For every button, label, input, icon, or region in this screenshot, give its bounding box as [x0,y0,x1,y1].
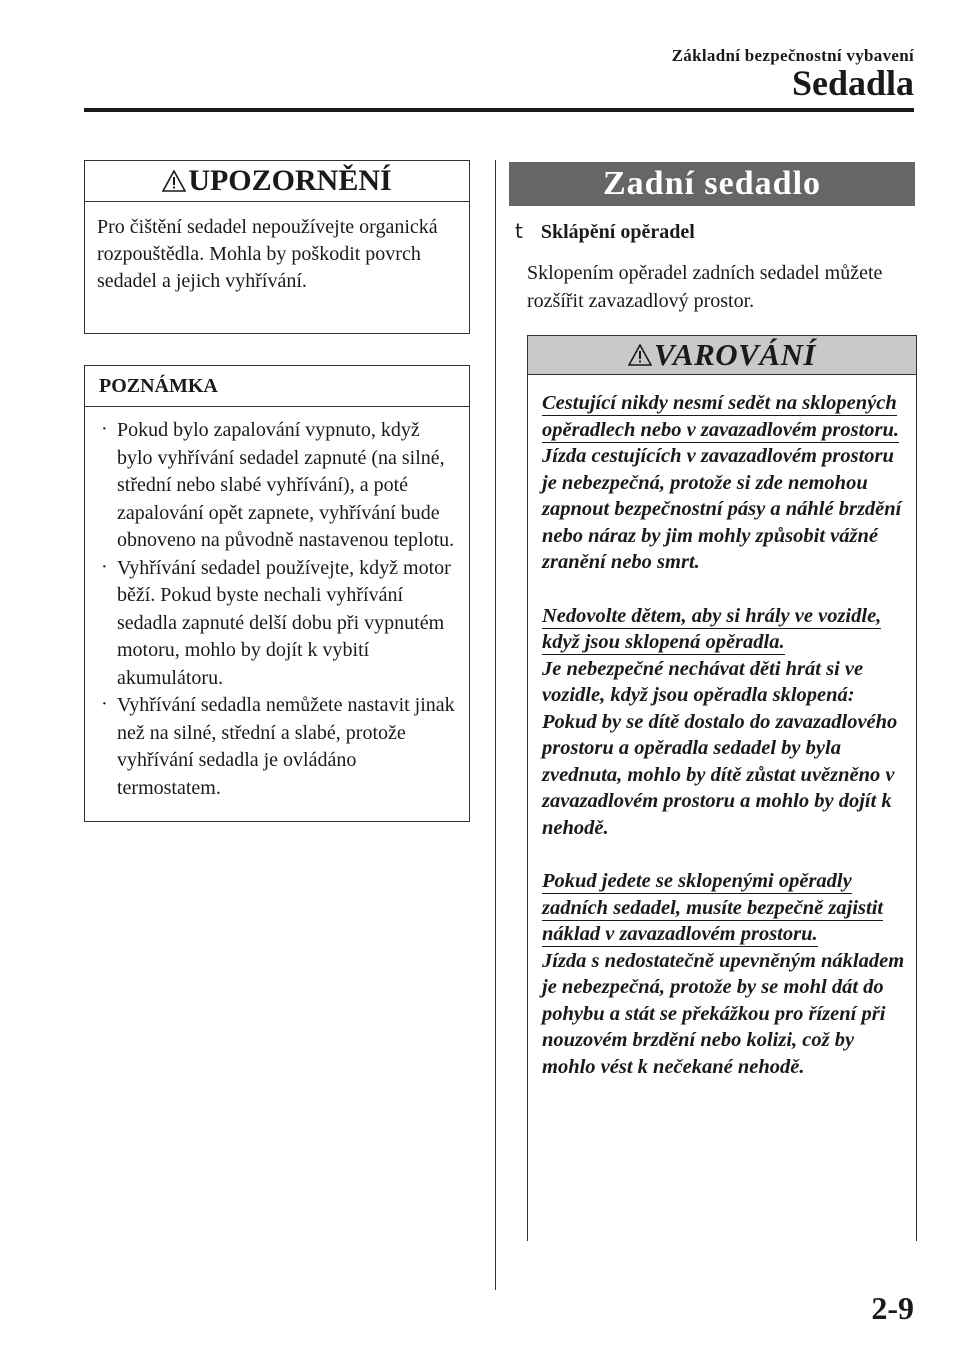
column-divider [495,160,496,1290]
warning-paragraph-text: Jízda cestujících v zavazadlovém prostoru je nebezpečná, protože si zde nemohou zapnout bezpečnostní pásy a náhlé brzdění nebo náraz by jim mohly způsobit vážné zranění nebo smrt. [542,445,902,573]
note-item [99,417,459,555]
warning-triangle-icon [162,170,186,192]
subheading [515,219,695,244]
intro-text: Sklopením opěradel zadních sedadel můžete rozšířit zavazadlový prostor. [527,262,883,312]
warning-paragraph [542,390,906,576]
bullet-icon: · [101,555,108,578]
note-box [84,365,470,822]
running-header-section: Základní bezpečnostní vybavení [671,46,914,65]
note-list [85,407,469,802]
note-header: POZNÁMKA [85,366,469,407]
caution-header [85,161,469,202]
bullet-icon: · [101,418,108,440]
caution-text: Pro čištění sedadel nepoužívejte organická rozpouštědla. Mohla by poškodit povrch sedadel a jejich vyhřívání. [97,216,438,292]
warning-paragraph-heading: Pokud jedete se sklopenými opěradly zadních sedadel, musíte bezpečně zajistit náklad v zavazadlovém prostoru. [542,870,884,945]
note-item-text: Pokud bylo zapalování vypnuto, když bylo vyhřívání sedadel zapnuté (na silné, střední nebo slabé vyhřívání), a poté zapalování opět zapnete, vyhřívání bude obnoveno na původně nastavenou teplotu. [117,419,455,551]
warning-paragraph-heading: Nedovolte dětem, aby si hrály ve vozidle, když jsou sklopená opěradla. [542,604,882,653]
warning-paragraph [542,868,906,1080]
section-banner: Zadní sedadlo [509,162,915,206]
subheading-marker: t [515,219,523,243]
warning-paragraph [542,603,906,842]
warning-paragraph-heading: Cestující nikdy nesmí sedět na sklopených opěradlech nebo v zavazadlovém prostoru. [542,392,900,441]
header-rule [84,108,914,112]
warning-title: VAROVÁNÍ [654,337,816,372]
warning-paragraph-text: Jízda s nedostatečně upevněným nákladem je nebezpečná, protože by se mohl dát do pohybu a stát se překážkou pro řízení při nouzovém brzdění nebo kolizi, což by mohlo vést k nečekané nehodě. [542,949,905,1078]
warning-body [528,375,916,1080]
note-item [99,555,459,693]
subheading-text: Sklápění opěradel [540,221,695,243]
warning-paragraph-text: Je nebezpečné nechávat děti hrát si ve vozidle, když jsou opěradla sklopená: Pokud by se dítě dostalo do zavazadlového prostoru a opěradla sedadel by byla zvednuta, mohlo by dítě zůstat uvězněno v zavazadlovém prostoru a mohlo by dojít k nehodě. [542,657,898,839]
caution-title: UPOZORNĚNÍ [188,164,392,197]
caution-box [84,160,470,334]
page-title: Sedadla [791,63,914,103]
bullet-icon: · [101,693,108,715]
page-number: 2-9 [871,1290,914,1326]
note-item [99,692,459,802]
warning-header [528,336,916,375]
note-item-text: Vyhřívání sedadla nemůžete nastavit jinak než na silné, střední a slabé, protože vyhřívání sedadla je ovládáno termostatem. [117,694,455,799]
warning-triangle-icon [628,344,652,366]
warning-box [527,335,917,1241]
note-item-text: Vyhřívání sedadel používejte, když motor běží. Pokud byste nechali vyhřívání sedadla zapnuté delší dobu při vypnutém motoru, mohlo by dojít k vybití akumulátoru. [117,556,451,689]
